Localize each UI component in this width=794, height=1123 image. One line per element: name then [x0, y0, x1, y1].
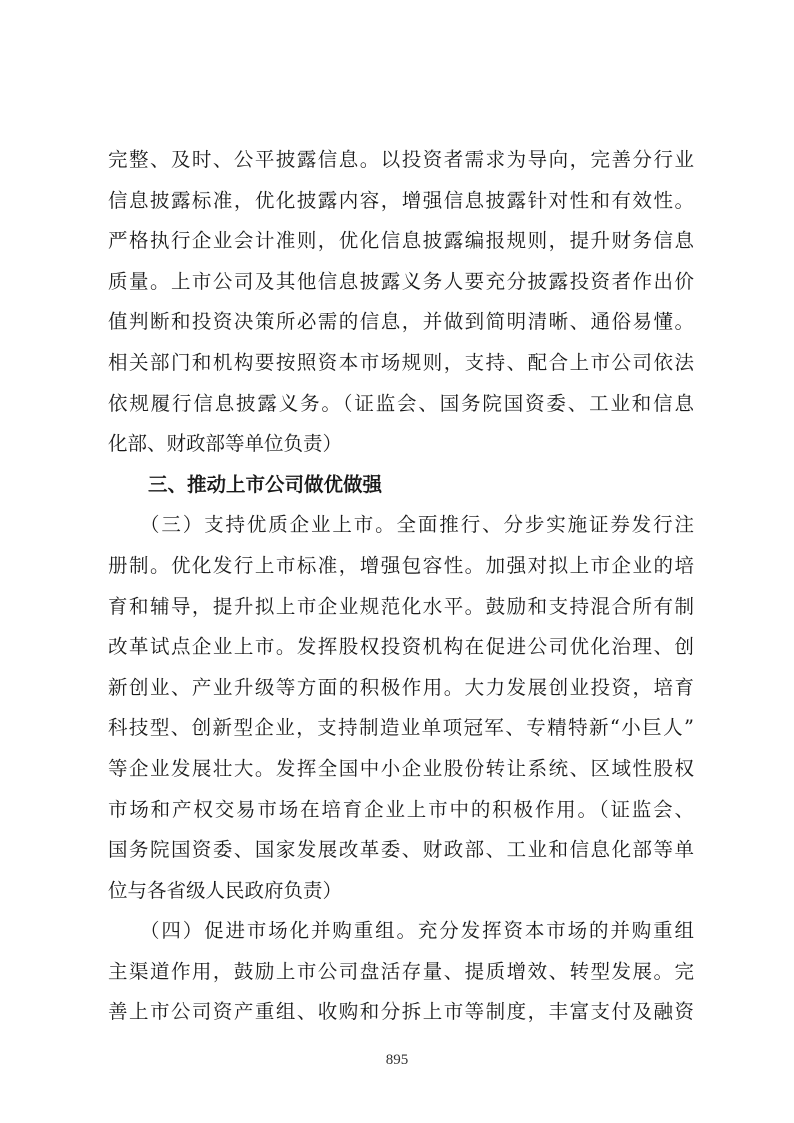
- text-line: 完整、及时、公平披露信息。以投资者需求为导向，完善分行业: [108, 148, 694, 171]
- text-line: 值判断和投资决策所必需的信息，并做到简明清晰、通俗易懂。: [108, 310, 694, 334]
- text-line: 等企业发展壮大。发挥全国中小企业股份转让系统、区域性股权: [108, 756, 694, 780]
- text-line: 位与各省级人民政府负责）: [108, 878, 343, 902]
- paragraph-section-3: [108, 505, 694, 911]
- page-number: 895: [385, 1052, 409, 1068]
- text-line: （三）支持优质企业上市。全面推行、分步实施证券发行注: [140, 513, 694, 537]
- text-line: 化部、财政部等单位负责）: [108, 432, 343, 456]
- text-line: 善上市公司资产重组、收购和分拆上市等制度，丰富支付及融资: [108, 1000, 694, 1024]
- paragraph-section-4: [108, 911, 694, 1033]
- text-line: 册制。优化发行上市标准，增强包容性。加强对拟上市企业的培: [108, 553, 694, 577]
- text-line: 市场和产权交易市场在培育企业上市中的积极作用。（证监会、: [108, 797, 694, 821]
- text-line: 主渠道作用，鼓励上市公司盘活存量、提质增效、转型发展。完: [108, 959, 694, 983]
- text-line: 信息披露标准，优化披露内容，增强信息披露针对性和有效性。: [108, 188, 694, 212]
- text-line: （四）促进市场化并购重组。充分发挥资本市场的并购重组: [140, 919, 694, 943]
- text-line: 国务院国资委、国家发展改革委、财政部、工业和信息化部等单: [108, 838, 694, 862]
- page-body: [108, 140, 694, 1033]
- text-line: 科技型、创新型企业，支持制造业单项冠军、专精特新“小巨人”: [108, 716, 694, 740]
- text-line: 质量。上市公司及其他信息披露义务人要充分披露投资者作出价: [108, 269, 694, 293]
- text-line: 相关部门和机构要按照资本市场规则，支持、配合上市公司依法: [108, 350, 694, 374]
- section-heading: 三、推动上市公司做优做强: [148, 472, 383, 496]
- paragraph-disclosure: [108, 140, 694, 465]
- text-line: 改革试点企业上市。发挥股权投资机构在促进公司优化治理、创: [108, 635, 694, 659]
- text-line: 严格执行企业会计准则，优化信息披露编报规则，提升财务信息: [108, 229, 694, 253]
- text-line: 依规履行信息披露义务。（证监会、国务院国资委、工业和信息: [108, 391, 694, 415]
- text-line: 育和辅导，提升拟上市企业规范化水平。鼓励和支持混合所有制: [108, 594, 694, 618]
- text-line: 新创业、产业升级等方面的积极作用。大力发展创业投资，培育: [108, 675, 694, 699]
